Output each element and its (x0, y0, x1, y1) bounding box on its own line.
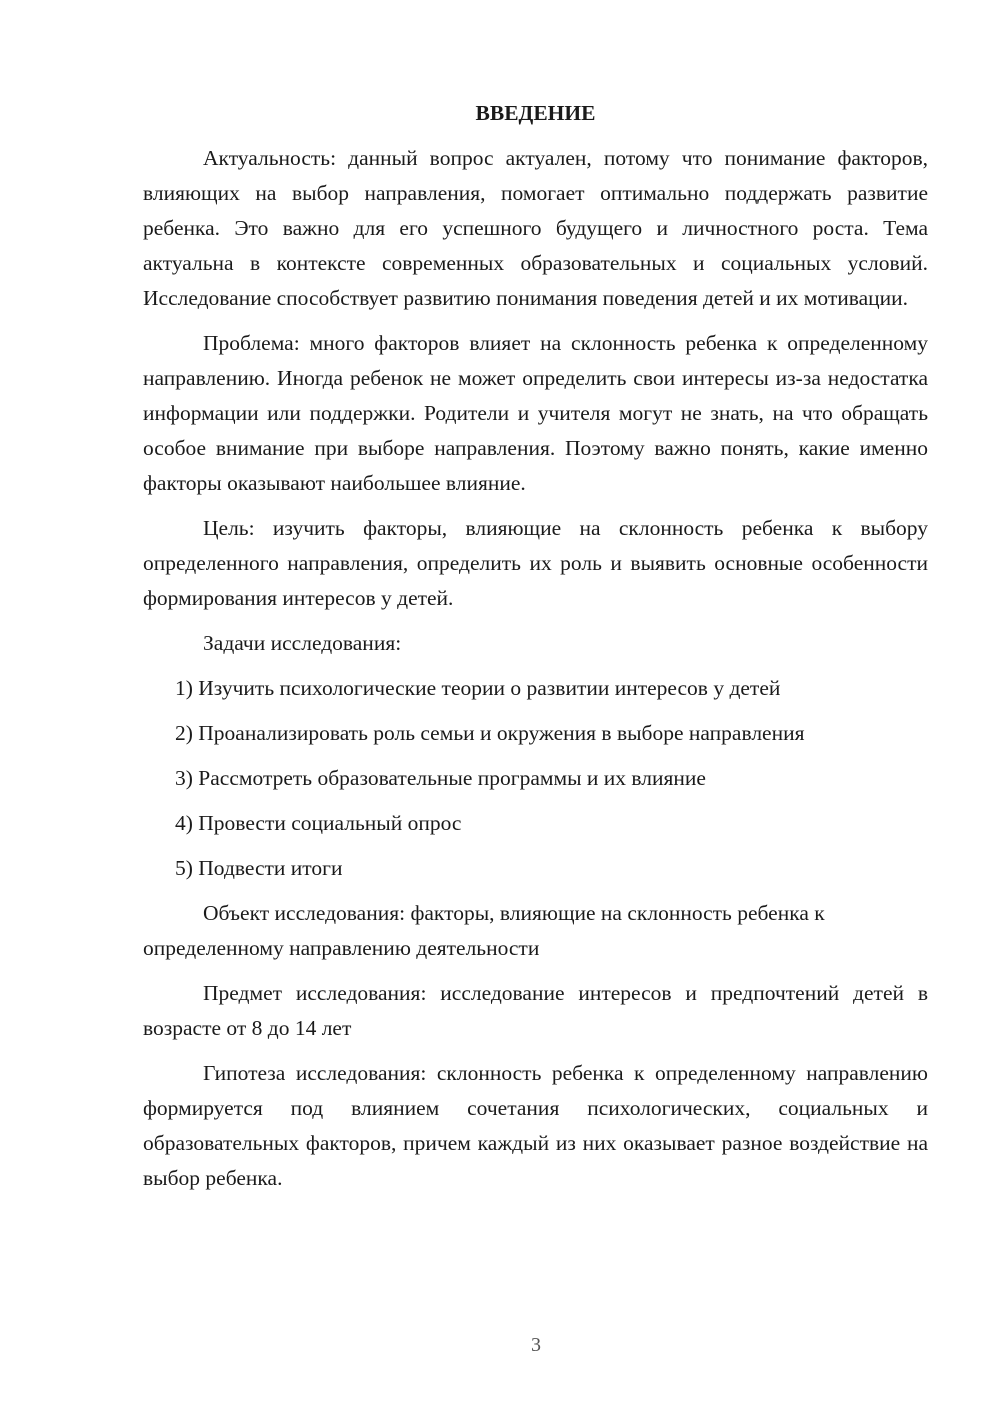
hypothesis-paragraph: Гипотеза исследования: склонность ребенка к определенному направлению формируется под влиянием сочетания психологических, социальных и образовательных факторов, причем каждый из них оказывает разное воздействие на выбор ребенка. (143, 1061, 928, 1190)
page-title: ВВЕДЕНИЕ (475, 101, 596, 125)
tasks-heading: Задачи исследования: (203, 631, 402, 655)
task-item: 2) Проанализировать роль семьи и окружения в выборе направления (175, 721, 805, 745)
document-page (143, 96, 928, 1206)
relevance-paragraph: Актуальность: данный вопрос актуален, потому что понимание факторов, влияющих на выбор направления, помогает оптимально поддержать развитие ребенка. Это важно для его успешного будущего и личностного роста. Тема актуальна в контексте современных образовательных и социальных условий. Исследование способствует развитию понимания поведения детей и их мотивации. (143, 146, 928, 310)
task-item: 3) Рассмотреть образовательные программы и их влияние (175, 766, 706, 790)
problem-paragraph: Проблема: много факторов влияет на склонность ребенка к определенному направлению. Иногда ребенок не может определить свои интересы из-за недостатка информации или поддержки. Родители и учителя могут не знать, на что обращать особое внимание при выборе направления. Поэтому важно понять, какие именно факторы оказывают наибольшее влияние. (143, 331, 928, 495)
subject-paragraph: Предмет исследования: исследование интересов и предпочтений детей в возрасте от 8 до 14 лет (143, 981, 928, 1040)
task-item: 4) Провести социальный опрос (175, 811, 462, 835)
task-item: 1) Изучить психологические теории о развитии интересов у детей (175, 676, 781, 700)
object-paragraph: Объект исследования: факторы, влияющие на склонность ребенка к определенному направлению деятельности (143, 901, 825, 960)
task-item: 5) Подвести итоги (175, 856, 343, 880)
goal-paragraph: Цель: изучить факторы, влияющие на склонность ребенка к выбору определенного направления, определить их роль и выявить основные особенности формирования интересов у детей. (143, 516, 928, 610)
page-number: 3 (531, 1334, 541, 1356)
